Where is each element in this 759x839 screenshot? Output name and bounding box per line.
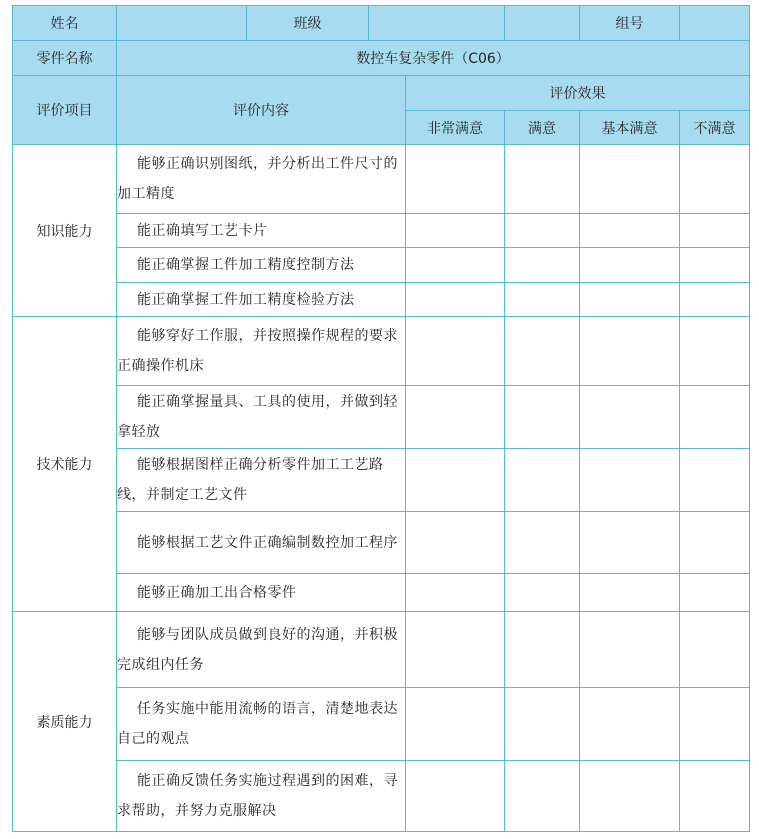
level-unsatisfied: 不满意	[680, 111, 750, 145]
criterion-text: 任务实施中能用流畅的语言，清楚地表达自己的观点	[117, 701, 398, 747]
eval-item-label: 评价项目	[13, 76, 117, 145]
criterion-cell	[117, 283, 406, 317]
rating-cell[interactable]	[505, 761, 580, 832]
table-row	[13, 449, 750, 512]
criterion-cell	[117, 688, 406, 761]
rating-cell[interactable]	[406, 512, 505, 574]
category-cell: 技术能力	[13, 317, 117, 612]
criterion-cell	[117, 145, 406, 214]
rating-cell[interactable]	[505, 386, 580, 449]
criterion-cell	[117, 612, 406, 688]
class-value-cell	[369, 6, 505, 41]
rating-cell[interactable]	[680, 449, 750, 512]
table-row	[13, 317, 750, 386]
rating-cell[interactable]	[406, 214, 505, 248]
rating-cell[interactable]	[505, 574, 580, 612]
evaluation-table	[12, 5, 750, 832]
rating-cell[interactable]	[580, 449, 680, 512]
criterion-cell	[117, 574, 406, 612]
rating-cell[interactable]	[406, 574, 505, 612]
criterion-cell	[117, 317, 406, 386]
class-value-cell-2	[505, 6, 580, 41]
rating-cell[interactable]	[505, 449, 580, 512]
rating-cell[interactable]	[406, 449, 505, 512]
eval-content-label: 评价内容	[117, 76, 406, 145]
name-label: 姓名	[13, 6, 117, 41]
criterion-text: 能正确掌握量具、工具的使用，并做到轻拿轻放	[117, 394, 398, 440]
rating-cell[interactable]	[680, 612, 750, 688]
criterion-text: 能够与团队成员做到良好的沟通，并积极完成组内任务	[117, 626, 398, 673]
rating-cell[interactable]	[680, 574, 750, 612]
criterion-text: 能够根据图样正确分析零件加工工艺路线，并制定工艺文件	[117, 457, 384, 503]
table-row	[13, 386, 750, 449]
rating-cell[interactable]	[680, 688, 750, 761]
rating-cell[interactable]	[406, 761, 505, 832]
criterion-cell	[117, 512, 406, 574]
rating-cell[interactable]	[406, 688, 505, 761]
criterion-cell	[117, 214, 406, 248]
rating-cell[interactable]	[406, 317, 505, 386]
rating-cell[interactable]	[680, 512, 750, 574]
rating-cell[interactable]	[406, 612, 505, 688]
rating-cell[interactable]	[580, 317, 680, 386]
table-row	[13, 283, 750, 317]
rating-cell[interactable]	[505, 512, 580, 574]
category-cell: 知识能力	[13, 145, 117, 317]
group-label: 组号	[580, 6, 680, 41]
rating-cell[interactable]	[680, 145, 750, 214]
rating-cell[interactable]	[680, 317, 750, 386]
rating-cell[interactable]	[580, 145, 680, 214]
rating-cell[interactable]	[505, 145, 580, 214]
rating-cell[interactable]	[505, 214, 580, 248]
criterion-cell	[117, 248, 406, 283]
criterion-text: 能正确填写工艺卡片	[137, 222, 268, 239]
rating-cell[interactable]	[580, 248, 680, 283]
rating-cell[interactable]	[505, 612, 580, 688]
rating-cell[interactable]	[406, 386, 505, 449]
rating-cell[interactable]	[680, 386, 750, 449]
group-value-cell	[680, 6, 750, 41]
criterion-text: 能正确掌握工件加工精度检验方法	[137, 291, 355, 308]
header-row-part	[13, 41, 750, 76]
part-name-label: 零件名称	[13, 41, 117, 76]
table-row	[13, 512, 750, 574]
rating-cell[interactable]	[580, 386, 680, 449]
rating-cell[interactable]	[580, 574, 680, 612]
rating-cell[interactable]	[580, 688, 680, 761]
table-row	[13, 248, 750, 283]
table-row	[13, 214, 750, 248]
rating-cell[interactable]	[505, 317, 580, 386]
part-name-value: 数控车复杂零件（C06）	[117, 41, 750, 76]
level-basically-satisfied: 基本满意	[580, 111, 680, 145]
header-row-eval	[13, 76, 750, 111]
rating-cell[interactable]	[406, 145, 505, 214]
rating-cell[interactable]	[680, 248, 750, 283]
rating-cell[interactable]	[680, 214, 750, 248]
criterion-text: 能够根据工艺文件正确编制数控加工程序	[137, 534, 398, 551]
level-very-satisfied: 非常满意	[406, 111, 505, 145]
rating-cell[interactable]	[680, 761, 750, 832]
criterion-cell	[117, 449, 406, 512]
table-row	[13, 574, 750, 612]
class-label: 班级	[247, 6, 369, 41]
level-satisfied: 满意	[505, 111, 580, 145]
rating-cell[interactable]	[580, 512, 680, 574]
criterion-text: 能够穿好工作服，并按照操作规程的要求正确操作机床	[117, 328, 398, 374]
rating-cell[interactable]	[580, 214, 680, 248]
rating-cell[interactable]	[505, 283, 580, 317]
table-row	[13, 761, 750, 832]
rating-cell[interactable]	[580, 612, 680, 688]
criterion-text: 能够正确加工出合格零件	[137, 584, 297, 601]
table-row	[13, 612, 750, 688]
name-value-cell	[117, 6, 247, 41]
rating-cell[interactable]	[580, 761, 680, 832]
criterion-text: 能正确掌握工件加工精度控制方法	[137, 257, 355, 273]
rating-cell[interactable]	[580, 283, 680, 317]
category-cell: 素质能力	[13, 612, 117, 832]
rating-cell[interactable]	[505, 688, 580, 761]
rating-cell[interactable]	[680, 283, 750, 317]
criterion-cell	[117, 386, 406, 449]
criterion-text: 能正确反馈任务实施过程遇到的困难，寻求帮助，并努力克服解决	[117, 773, 398, 819]
eval-effect-label: 评价效果	[406, 76, 750, 111]
criterion-text: 能够正确识别图纸，并分析出工件尺寸的加工精度	[117, 156, 398, 202]
criterion-cell	[117, 761, 406, 832]
rating-cell[interactable]	[406, 248, 505, 283]
rating-cell[interactable]	[406, 283, 505, 317]
rating-cell[interactable]	[505, 248, 580, 283]
table-row	[13, 688, 750, 761]
table-row	[13, 145, 750, 214]
header-row-name	[13, 6, 750, 41]
